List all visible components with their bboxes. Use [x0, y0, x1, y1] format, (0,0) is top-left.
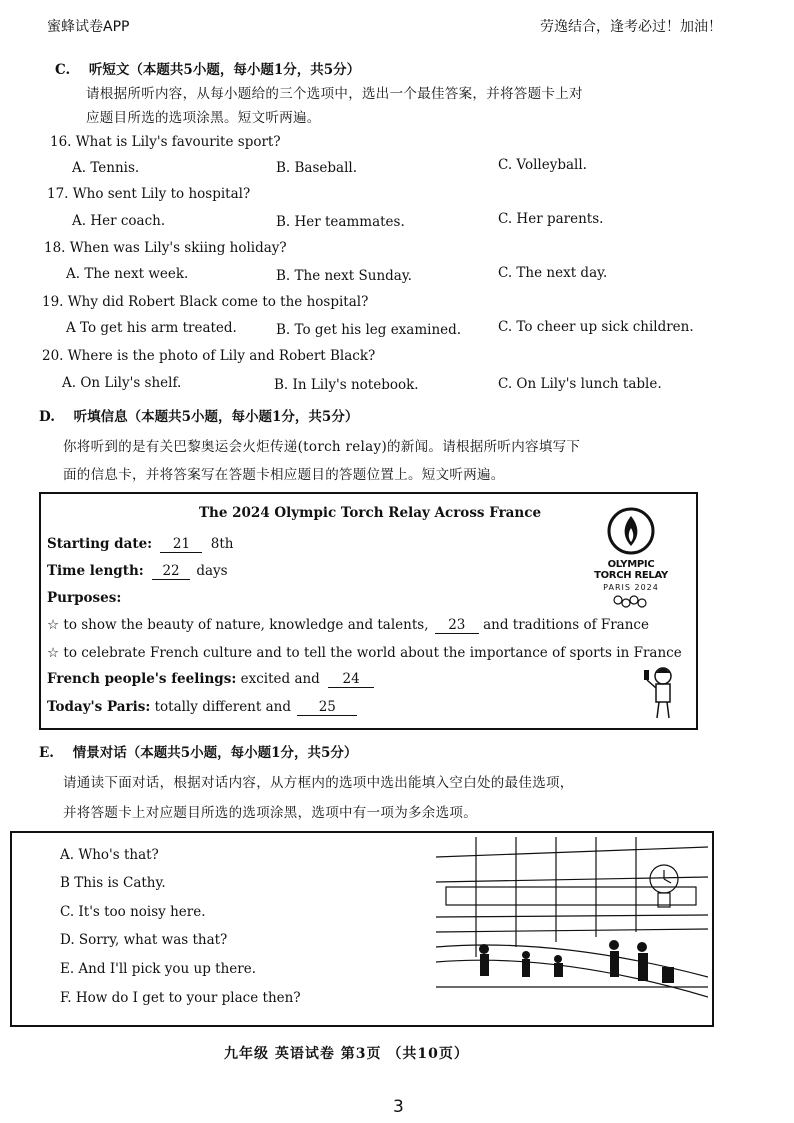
time-length-label: Time length: — [47, 563, 144, 579]
question-19-stem: 19. Why did Robert Black come to the hospital? — [42, 294, 369, 310]
feelings-label: French people's feelings: — [47, 671, 237, 687]
question-20-option-a: A. On Lily's shelf. — [62, 375, 182, 391]
question-18-option-a: A. The next week. — [66, 266, 189, 282]
blank-22: 22 — [152, 563, 190, 580]
paris-label: Today's Paris: — [47, 699, 151, 715]
torch-flame-icon — [606, 506, 656, 556]
olympic-rings-icon — [611, 594, 651, 608]
logo-line-1: OLYMPIC — [607, 559, 655, 570]
purpose-1-suffix: and traditions of France — [483, 617, 649, 633]
info-card — [39, 492, 698, 730]
paris-text: totally different and — [154, 699, 291, 715]
section-d-instruction-1: 你将听到的是有关巴黎奥运会火炬传递(torch relay)的新闻。请根据所听内容填写下 — [63, 439, 581, 455]
options-box — [10, 831, 714, 1027]
starting-date-row — [47, 536, 233, 553]
torch-runner-illustration — [639, 664, 679, 722]
section-e-instruction-2: 并将答题卡上对应题目所选的选项涂黑，选项中有一项为多余选项。 — [63, 805, 477, 821]
question-16-stem: 16. What is Lily's favourite sport? — [50, 134, 281, 150]
section-e-title — [39, 741, 357, 761]
section-e-letter: E. — [39, 745, 54, 761]
question-20-option-b: B. In Lily's notebook. — [274, 377, 419, 393]
section-c-letter: C. — [55, 62, 71, 78]
section-d-title — [39, 405, 358, 425]
section-e-instruction-1: 请通读下面对话，根据对话内容，从方框内的选项中选出能填入空白处的最佳选项， — [63, 775, 574, 791]
section-d-instruction-2: 面的信息卡，并将答案写在答题卡相应题目的答题位置上。短文听两遍。 — [63, 467, 505, 483]
option-a: A. Who's that? — [60, 847, 159, 863]
purpose-2-row — [47, 645, 682, 661]
blank-23: 23 — [435, 617, 479, 634]
starting-date-label: Starting date: — [47, 536, 153, 552]
olympic-torch-relay-logo — [586, 504, 676, 614]
paris-row — [47, 699, 357, 716]
question-20-option-c: C. On Lily's lunch table. — [498, 376, 662, 392]
logo-line-2: TORCH RELAY — [594, 570, 668, 581]
footer-exam-info: 九年级 英语试卷 第3页 （共10页） — [224, 1046, 469, 1062]
logo-line-3: PARIS 2024 — [603, 583, 659, 592]
blank-24: 24 — [328, 671, 374, 688]
purpose-1-row — [47, 617, 649, 634]
purpose-1-text: to show the beauty of nature, knowledge and talents, — [63, 617, 429, 633]
time-length-suffix: days — [196, 563, 228, 579]
question-18-option-c: C. The next day. — [498, 265, 608, 281]
question-17-stem: 17. Who sent Lily to hospital? — [47, 186, 251, 202]
option-c: C. It's too noisy here. — [60, 904, 206, 920]
blank-21: 21 — [160, 536, 202, 553]
time-length-row — [47, 563, 228, 580]
question-17-option-b: B. Her teammates. — [276, 214, 405, 230]
question-16-option-c: C. Volleyball. — [498, 157, 587, 173]
question-17-option-a: A. Her coach. — [72, 213, 166, 229]
page-number: 3 — [393, 1097, 404, 1117]
question-19-option-b: B. To get his leg examined. — [276, 322, 462, 338]
section-d-heading: 听填信息（本题共5小题，每小题1分，共5分） — [73, 409, 359, 425]
question-16-option-a: A. Tennis. — [72, 160, 140, 176]
starting-date-suffix: 8th — [210, 536, 234, 552]
question-19-option-a: A To get his arm treated. — [66, 320, 237, 336]
section-c-heading: 听短文（本题共5小题，每小题1分，共5分） — [88, 62, 361, 78]
option-e: E. And I'll pick you up there. — [60, 961, 256, 977]
option-f: F. How do I get to your place then? — [60, 990, 301, 1006]
star-icon: ☆ — [47, 617, 60, 633]
section-e-heading: 情景对话（本题共5小题，每小题1分，共5分） — [72, 745, 358, 761]
blank-25: 25 — [297, 699, 357, 716]
option-b: B This is Cathy. — [60, 875, 166, 891]
question-17-option-c: C. Her parents. — [498, 211, 604, 227]
section-c-instruction-1: 请根据所听内容，从每小题给的三个选项中，选出一个最佳答案，并将答题卡上对 — [86, 86, 583, 102]
question-18-stem: 18. When was Lily's skiing holiday? — [44, 240, 287, 256]
purposes-label: Purposes: — [47, 590, 122, 606]
section-c-instruction-2: 应题目所选的选项涂黑。短文听两遍。 — [86, 110, 321, 126]
star-icon: ☆ — [47, 645, 60, 661]
app-name: 蜜蜂试卷APP — [47, 19, 130, 35]
section-c-title — [55, 58, 360, 78]
question-18-option-b: B. The next Sunday. — [276, 268, 412, 284]
question-19-option-c: C. To cheer up sick children. — [498, 319, 694, 335]
info-card-title: The 2024 Olympic Torch Relay Across France — [199, 505, 542, 521]
question-16-option-b: B. Baseball. — [276, 160, 358, 176]
option-d: D. Sorry, what was that? — [60, 932, 228, 948]
train-station-illustration — [436, 837, 708, 1017]
section-d-letter: D. — [39, 409, 55, 425]
header-slogan: 劳逸结合，逢考必过！加油！ — [540, 19, 722, 35]
purpose-2-text: to celebrate French culture and to tell the world about the importance of sports in France — [63, 645, 682, 661]
feelings-text: excited and — [240, 671, 320, 687]
question-20-stem: 20. Where is the photo of Lily and Robert Black? — [42, 348, 376, 364]
feelings-row — [47, 671, 374, 688]
